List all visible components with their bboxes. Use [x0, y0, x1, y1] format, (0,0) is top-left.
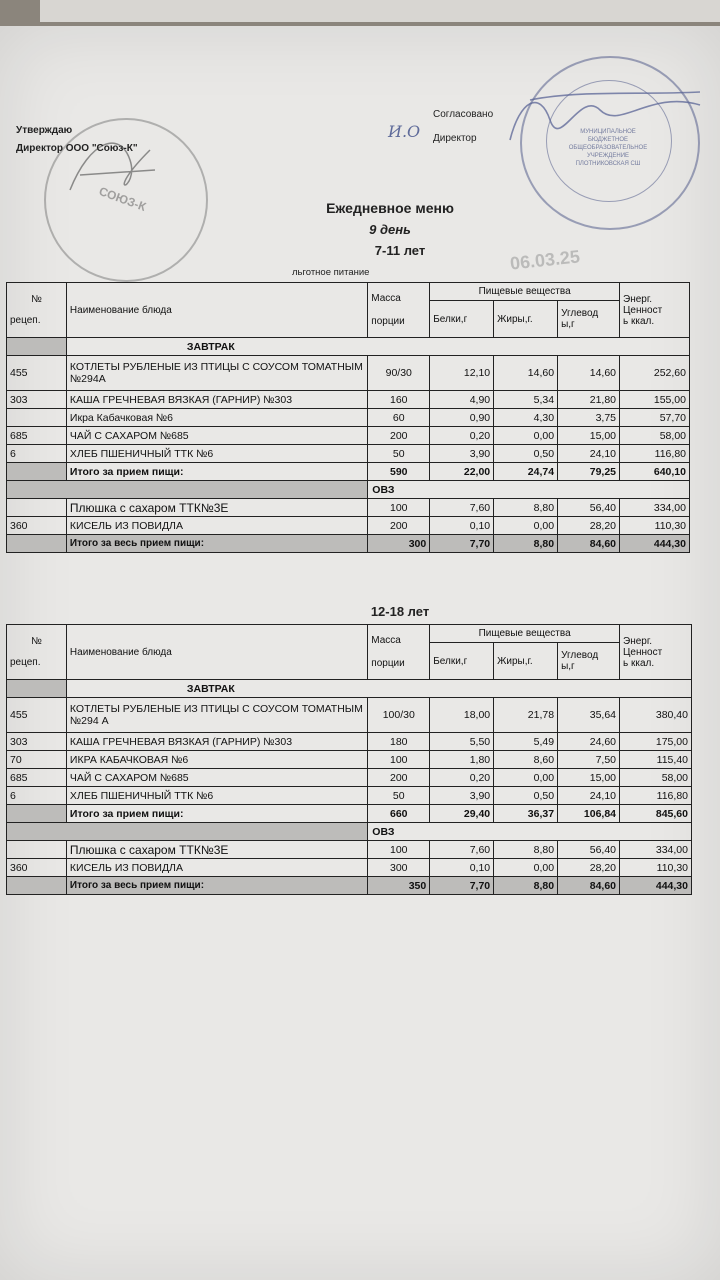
recipe-number — [7, 499, 67, 517]
section-breakfast: ЗАВТРАК — [66, 338, 689, 356]
protein-value: 0,90 — [430, 409, 494, 427]
total-row: Итого за прием пищи: 660 29,40 36,37 106,84 845,60 — [7, 805, 692, 823]
menu-table-12-18 — [6, 624, 692, 895]
carb-value: 28,20 — [558, 517, 620, 535]
right-seal-text: МУНИЦИПАЛЬНОЕ БЮДЖЕТНОЕ ОБЩЕОБРАЗОВАТЕЛЬНОЕ УЧРЕЖДЕНИЕ ПЛОТНИКОВСКАЯ СШ — [568, 129, 648, 167]
col-mass: Масса порции — [368, 625, 430, 680]
col-fat: Жиры,г. — [494, 301, 558, 338]
portion-mass: 200 — [368, 769, 430, 787]
dish-row — [7, 787, 692, 805]
portion-mass: 160 — [368, 391, 430, 409]
protein-value: 0,10 — [430, 859, 494, 877]
col-dish: Наименование блюда — [66, 283, 367, 338]
day-title: 9 день — [369, 222, 411, 237]
recipe-number: 455 — [7, 698, 67, 733]
dish-row — [7, 409, 690, 427]
col-nutrients: Пищевые вещества — [430, 283, 620, 301]
recipe-number: 6 — [7, 787, 67, 805]
recipe-number: 303 — [7, 391, 67, 409]
section-ovz: ОВЗ — [368, 823, 692, 841]
protein-value: 18,00 — [430, 698, 494, 733]
dish-row — [7, 841, 692, 859]
col-carb: Углевод ы,г — [558, 301, 620, 338]
energy-value: 57,70 — [620, 409, 690, 427]
carb-value: 14,60 — [558, 356, 620, 391]
age-group-1-title: 7-11 лет — [374, 243, 426, 258]
dish-name: КИСЕЛЬ ИЗ ПОВИДЛА — [66, 517, 367, 535]
carb-value: 15,00 — [558, 427, 620, 445]
approve-director: Директор ООО "Союз-К" — [16, 143, 138, 154]
energy-value: 252,60 — [620, 356, 690, 391]
col-fat: Жиры,г. — [494, 643, 558, 680]
recipe-number: 6 — [7, 445, 67, 463]
energy-value: 334,00 — [620, 841, 692, 859]
energy-value: 116,80 — [620, 445, 690, 463]
dish-row — [7, 859, 692, 877]
protein-value: 0,20 — [430, 769, 494, 787]
dish-row — [7, 445, 690, 463]
agreement-block — [433, 106, 493, 148]
portion-mass: 100 — [368, 751, 430, 769]
energy-value: 380,40 — [620, 698, 692, 733]
menu-title: Ежедневное меню — [326, 200, 454, 216]
col-energy: Энерг. Ценност ь ккал. — [620, 283, 690, 338]
dish-name: КАША ГРЕЧНЕВАЯ ВЯЗКАЯ (ГАРНИР) №303 — [66, 391, 367, 409]
carb-value: 24,60 — [558, 733, 620, 751]
fat-value: 5,49 — [494, 733, 558, 751]
menu-table-7-11 — [6, 282, 690, 553]
protein-value: 7,60 — [430, 841, 494, 859]
date-stamp: 06.03.25 — [509, 246, 581, 274]
portion-mass: 100 — [368, 499, 430, 517]
fat-value: 0,00 — [494, 859, 558, 877]
recipe-number: 360 — [7, 859, 67, 877]
col-nutrients: Пищевые вещества — [430, 625, 620, 643]
section-ovz-row — [7, 481, 690, 499]
protein-value: 7,60 — [430, 499, 494, 517]
col-rec: № рецеп. — [7, 625, 67, 680]
protein-value: 12,10 — [430, 356, 494, 391]
dish-name: КАША ГРЕЧНЕВАЯ ВЯЗКАЯ (ГАРНИР) №303 — [66, 733, 367, 751]
dish-name: Плюшка с сахаром ТТК№3Е — [66, 499, 367, 517]
recipe-number: 455 — [7, 356, 67, 391]
protein-value: 0,20 — [430, 427, 494, 445]
dish-name: КОТЛЕТЫ РУБЛЕНЫЕ ИЗ ПТИЦЫ С СОУСОМ ТОМАТНЫМ №294 А — [66, 698, 367, 733]
portion-mass: 100/30 — [368, 698, 430, 733]
energy-value: 115,40 — [620, 751, 692, 769]
recipe-number — [7, 841, 67, 859]
recipe-number: 360 — [7, 517, 67, 535]
carb-value: 15,00 — [558, 769, 620, 787]
energy-value: 58,00 — [620, 769, 692, 787]
dish-name: ЧАЙ С САХАРОМ №685 — [66, 769, 367, 787]
dish-row — [7, 517, 690, 535]
col-energy: Энерг. Ценност ь ккал. — [620, 625, 692, 680]
total-label: Итого за прием пищи: — [66, 805, 367, 823]
protein-value: 5,50 — [430, 733, 494, 751]
section-breakfast-row — [7, 680, 692, 698]
portion-mass: 200 — [368, 427, 430, 445]
fat-value: 21,78 — [494, 698, 558, 733]
grand-total-label: Итого за весь прием пищи: — [66, 877, 367, 895]
fat-value: 8,60 — [494, 751, 558, 769]
portion-mass: 180 — [368, 733, 430, 751]
col-mass: Масса порции — [368, 283, 430, 338]
energy-value: 110,30 — [620, 517, 690, 535]
dish-name: КОТЛЕТЫ РУБЛЕНЫЕ ИЗ ПТИЦЫ С СОУСОМ ТОМАТНЫМ №294А — [66, 356, 367, 391]
dish-name: Икра Кабачковая №6 — [66, 409, 367, 427]
agreed-director: Директор — [433, 133, 477, 144]
carb-value: 7,50 — [558, 751, 620, 769]
fat-value: 14,60 — [494, 356, 558, 391]
recipe-number: 303 — [7, 733, 67, 751]
fat-value: 4,30 — [494, 409, 558, 427]
portion-mass: 50 — [368, 787, 430, 805]
fat-value: 0,00 — [494, 427, 558, 445]
protein-value: 0,10 — [430, 517, 494, 535]
grand-total-row: Итого за весь прием пищи: 350 7,70 8,80 84,60 444,30 — [7, 877, 692, 895]
recipe-number: 685 — [7, 427, 67, 445]
dish-row — [7, 499, 690, 517]
dish-name: Плюшка с сахаром ТТК№3Е — [66, 841, 367, 859]
total-label: Итого за прием пищи: — [66, 463, 367, 481]
dish-row — [7, 356, 690, 391]
carb-value: 21,80 — [558, 391, 620, 409]
grand-total-label: Итого за весь прием пищи: — [66, 535, 367, 553]
protein-value: 1,80 — [430, 751, 494, 769]
col-rec: № рецеп. — [7, 283, 67, 338]
carb-value: 35,64 — [558, 698, 620, 733]
carb-value: 24,10 — [558, 787, 620, 805]
section-breakfast: ЗАВТРАК — [66, 680, 691, 698]
table-header-row — [7, 283, 690, 301]
portion-mass: 300 — [368, 859, 430, 877]
col-dish: Наименование блюда — [66, 625, 367, 680]
carb-value: 24,10 — [558, 445, 620, 463]
grand-total-row: Итого за весь прием пищи: 300 7,70 8,80 84,60 444,30 — [7, 535, 690, 553]
recipe-number: 685 — [7, 769, 67, 787]
dish-name: ХЛЕБ ПШЕНИЧНЫЙ ТТК №6 — [66, 445, 367, 463]
portion-mass: 100 — [368, 841, 430, 859]
dish-row — [7, 733, 692, 751]
fat-value: 8,80 — [494, 499, 558, 517]
fat-value: 0,50 — [494, 445, 558, 463]
energy-value: 58,00 — [620, 427, 690, 445]
energy-value: 155,00 — [620, 391, 690, 409]
previous-page-edge — [40, 0, 720, 22]
dish-row — [7, 391, 690, 409]
fat-value: 5,34 — [494, 391, 558, 409]
section-ovz-row — [7, 823, 692, 841]
fat-value: 0,00 — [494, 769, 558, 787]
energy-value: 116,80 — [620, 787, 692, 805]
table-header-row — [7, 625, 692, 643]
dish-row — [7, 427, 690, 445]
fat-value: 8,80 — [494, 841, 558, 859]
dish-name: ИКРА КАБАЧКОВАЯ №6 — [66, 751, 367, 769]
portion-mass: 50 — [368, 445, 430, 463]
left-seal-text: СОЮЗ-К — [97, 184, 148, 214]
energy-value: 334,00 — [620, 499, 690, 517]
fat-value: 0,00 — [494, 517, 558, 535]
protein-value: 4,90 — [430, 391, 494, 409]
section-breakfast-row — [7, 338, 690, 356]
carb-value: 3,75 — [558, 409, 620, 427]
dish-name: ЧАЙ С САХАРОМ №685 — [66, 427, 367, 445]
subsidy-label: льготное питание — [292, 267, 370, 278]
protein-value: 3,90 — [430, 445, 494, 463]
protein-value: 3,90 — [430, 787, 494, 805]
signature-left — [60, 120, 170, 210]
signature-right — [500, 70, 710, 160]
portion-mass: 60 — [368, 409, 430, 427]
dish-row — [7, 751, 692, 769]
col-carb: Углевод ы,г — [558, 643, 620, 680]
dish-row — [7, 769, 692, 787]
carb-value: 56,40 — [558, 841, 620, 859]
energy-value: 175,00 — [620, 733, 692, 751]
col-protein: Белки,г — [430, 301, 494, 338]
recipe-number — [7, 409, 67, 427]
recipe-number: 70 — [7, 751, 67, 769]
energy-value: 110,30 — [620, 859, 692, 877]
carb-value: 56,40 — [558, 499, 620, 517]
approve-label: Утверждаю — [16, 125, 73, 136]
agreed-label: Согласовано — [433, 109, 494, 120]
portion-mass: 200 — [368, 517, 430, 535]
handwritten-io: И.О — [388, 122, 421, 141]
dish-name: КИСЕЛЬ ИЗ ПОВИДЛА — [66, 859, 367, 877]
dish-name: ХЛЕБ ПШЕНИЧНЫЙ ТТК №6 — [66, 787, 367, 805]
dish-row — [7, 698, 692, 733]
carb-value: 28,20 — [558, 859, 620, 877]
portion-mass: 90/30 — [368, 356, 430, 391]
total-row: Итого за прием пищи: 590 22,00 24,74 79,25 640,10 — [7, 463, 690, 481]
age-group-2-title: 12-18 лет — [370, 604, 430, 619]
section-ovz: ОВЗ — [368, 481, 690, 499]
col-protein: Белки,г — [430, 643, 494, 680]
fat-value: 0,50 — [494, 787, 558, 805]
